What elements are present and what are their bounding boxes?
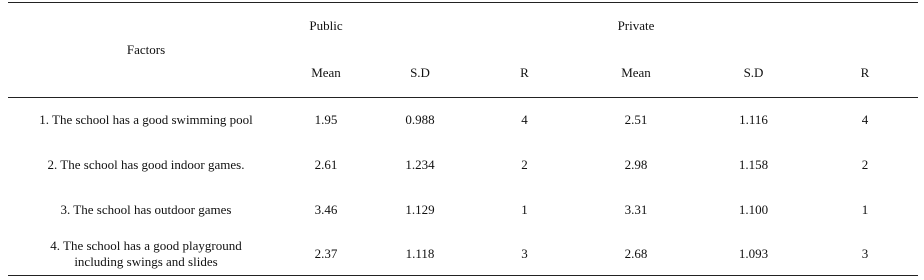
public-mean-cell: 2.37 — [314, 245, 338, 261]
public-sd-cell: 0.988 — [405, 112, 435, 128]
factor-cell — [8, 98, 284, 143]
factor-text: 2. The school has good indoor games. — [47, 157, 245, 172]
table-row — [8, 188, 918, 233]
private-mean-cell: 2.51 — [624, 112, 648, 128]
private-header-spacer — [695, 3, 918, 50]
public-mean-cell: 3.46 — [314, 202, 338, 217]
public-header: Public — [284, 3, 368, 50]
factor-cell — [8, 233, 284, 276]
private-r-cell: 1 — [861, 202, 869, 217]
private-sd-cell: 1.100 — [738, 202, 769, 217]
public-r-cell: 3 — [521, 245, 528, 261]
public-r-cell: 4 — [521, 112, 528, 128]
private-mean-cell: 2.68 — [624, 245, 648, 261]
private-r-cell: 3 — [861, 245, 869, 261]
factor-cell — [8, 143, 284, 188]
private-r-cell: 2 — [861, 157, 869, 172]
public-r-cell: 2 — [521, 157, 528, 172]
public-sd-header: S.D — [410, 65, 430, 80]
public-r-cell: 1 — [521, 202, 528, 217]
private-header: Private — [577, 3, 695, 50]
public-sd-cell: 1.118 — [405, 245, 435, 261]
private-r-cell: 4 — [861, 112, 869, 128]
private-mean-header: Mean — [621, 65, 651, 80]
public-mean-cell: 2.61 — [314, 157, 338, 172]
private-sd-cell: 1.158 — [738, 157, 769, 172]
private-sd-cell: 1.116 — [739, 112, 768, 128]
factor-text: 4. The school has a good playground — [50, 237, 242, 253]
table-row — [8, 98, 918, 143]
factor-text: 3. The school has outdoor games — [60, 202, 232, 217]
header-row-groups — [8, 3, 918, 50]
public-sd-cell: 1.234 — [405, 157, 435, 172]
public-r-header: R — [520, 65, 529, 80]
factors-header: Factors — [8, 3, 284, 98]
factor-text-line2: including swings and slides — [74, 253, 218, 269]
private-sd-cell: 1.093 — [738, 245, 769, 261]
private-sd-header: S.D — [743, 65, 764, 80]
public-sd-cell: 1.129 — [405, 202, 435, 217]
school-factors-table — [8, 2, 918, 276]
public-mean-cell: 1.95 — [314, 112, 338, 128]
factor-text: 1. The school has a good swimming pool — [39, 112, 253, 128]
factor-cell — [8, 188, 284, 233]
public-header-spacer — [368, 3, 577, 50]
table-row — [8, 233, 918, 276]
private-mean-cell: 2.98 — [624, 157, 648, 172]
private-r-header: R — [860, 65, 870, 80]
table-row — [8, 143, 918, 188]
private-mean-cell: 3.31 — [624, 202, 648, 217]
public-mean-header: Mean — [311, 65, 341, 80]
